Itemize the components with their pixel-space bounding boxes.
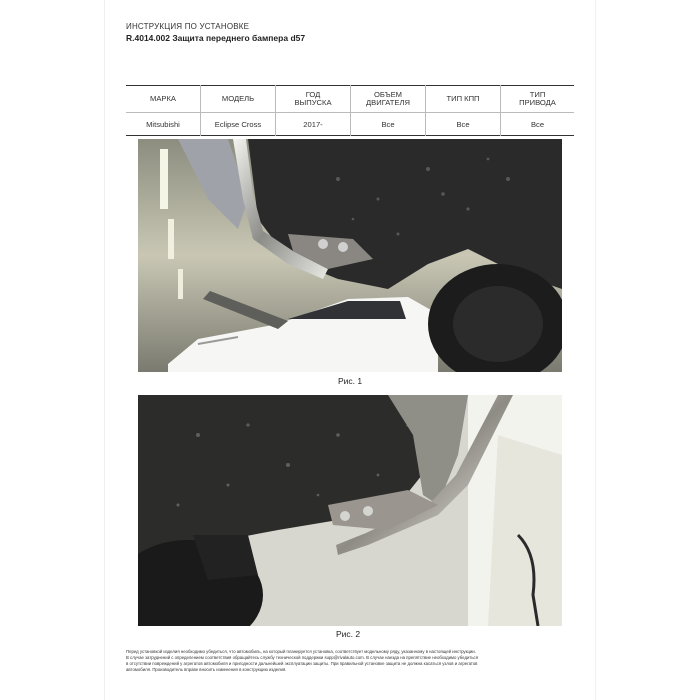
spec-value-cell: Все — [426, 113, 501, 136]
installation-photo-1 — [138, 139, 562, 372]
footer-line: в отсутствии повреждений у агрегатов автомобиля и пригодности дальнейшей эксплуатации защиты. При правильной установке защита не должна касаться узлов и агрегатов — [126, 661, 478, 666]
spec-header-cell: МАРКА — [126, 86, 201, 113]
spec-header-cell: ГОД ВЫПУСКА — [276, 86, 351, 113]
spec-value-cell: Все — [351, 113, 426, 136]
figure-1-caption: Рис. 1 — [338, 376, 363, 386]
spec-value-cell: Eclipse Cross — [201, 113, 276, 136]
figure-2-caption: Рис. 2 — [336, 629, 361, 639]
footer-line: В случае затруднений с определением соответствия обращайтесь службу технической поддержки supp@rivalauto.com. В случае наезда на препятствие необходимо убедиться — [126, 655, 479, 660]
document-subtitle: R.4014.002 Защита переднего бампера d57 — [126, 33, 306, 43]
footer-disclaimer — [126, 649, 576, 673]
spec-value-row — [126, 113, 574, 136]
spec-header-cell: МОДЕЛЬ — [201, 86, 276, 113]
installation-photo-2 — [138, 395, 562, 626]
spec-header-cell: ТИП КПП — [426, 86, 501, 113]
spec-value-cell: Mitsubishi — [146, 119, 180, 129]
document-title: ИНСТРУКЦИЯ ПО УСТАНОВКЕ — [126, 22, 250, 31]
spec-header-row — [126, 86, 574, 113]
spec-value-cell: Все — [501, 113, 575, 136]
spec-value-cell: 2017- — [276, 113, 351, 136]
spec-header-cell: ТИП ПРИВОДА — [501, 86, 575, 113]
footer-line: автомобиля. Производитель вправе вносить изменения в конструкцию изделия. — [126, 667, 287, 672]
vehicle-spec-table — [126, 85, 574, 136]
spec-header-cell: ОБЪЕМ ДВИГАТЕЛЯ — [351, 86, 426, 113]
footer-line: Перед установкой изделия необходимо убедиться, что автомобиль, на который планируется установка, соответствует модельному ряду, указанному в настоящей инструкции. — [126, 649, 476, 654]
